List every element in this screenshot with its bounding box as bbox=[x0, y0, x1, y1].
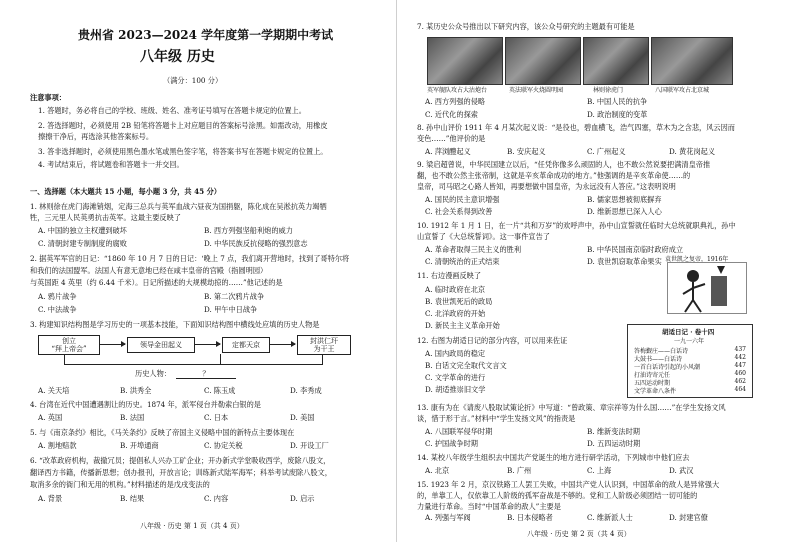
q13-option-c[interactable]: C. 护国战争时期 bbox=[425, 439, 478, 448]
q6-option-d[interactable]: D. 启示 bbox=[290, 494, 315, 503]
diary-title: 胡适日记 · 卷十四 bbox=[662, 328, 715, 336]
q12-option-d[interactable]: D. 胡适推崇旧文学 bbox=[425, 385, 486, 394]
q12-stem: 12. 右图为胡适日记的部分内容，可以用来佐证 bbox=[417, 336, 568, 345]
diary-row-label: 五四运动时期 bbox=[634, 380, 671, 387]
q15-option-b[interactable]: B. 日本侵略者 bbox=[507, 513, 553, 522]
q6-option-a[interactable]: A. 背景 bbox=[38, 494, 63, 503]
q14-option-b[interactable]: B. 广州 bbox=[507, 466, 532, 475]
q9-stem: 皇帝，司马昭之心路人皆知，再要想做中国皇帝，为永远没有人答应。”这表明说明 bbox=[417, 182, 676, 191]
chain-connector bbox=[64, 364, 323, 365]
q2-option-d[interactable]: D. 甲午中日战争 bbox=[204, 305, 258, 314]
q6-stem: 翻译西方书籍，传播新思想；创办报刊，开放言论；训练新式陆军海军；科举考试废除八股文， bbox=[30, 468, 332, 477]
note-4: 4. 考试结束后，将试题卷和答题卡一并交回。 bbox=[38, 160, 184, 169]
chain-answer-label: 历史人物： bbox=[135, 369, 171, 378]
q13-option-d[interactable]: D. 五四运动时期 bbox=[587, 439, 641, 448]
q6-option-b[interactable]: B. 结果 bbox=[120, 494, 145, 503]
q9-option-a[interactable]: A. 国民的民主意识增强 bbox=[425, 195, 500, 204]
q5-option-d[interactable]: D. 开设工厂 bbox=[290, 441, 329, 450]
cartoon-image bbox=[667, 262, 747, 314]
photo-caption-2: 英法联军火烧圆明园 bbox=[509, 87, 564, 94]
diary-row-page: 462 bbox=[734, 378, 746, 385]
page-footer: 八年级 · 历史 第 1 页（共 4 页） bbox=[140, 522, 244, 530]
diary-table bbox=[627, 324, 753, 398]
q14-option-a[interactable]: A. 北京 bbox=[425, 466, 450, 475]
q10-stem: 10. 1912 年 1 月 1 日，在一片“共和万岁”的欢呼声中，孙中山宣誓就任临时大总统就职典礼，孙中 bbox=[417, 221, 736, 230]
q5-option-c[interactable]: C. 协定关税 bbox=[204, 441, 243, 450]
chain-connector bbox=[220, 354, 221, 364]
q11-stem: 11. 右边漫画反映了 bbox=[417, 271, 482, 280]
q7-option-b[interactable]: B. 中国人民的抗争 bbox=[587, 97, 648, 106]
q8-option-c[interactable]: C. 广州起义 bbox=[587, 147, 626, 156]
q3-option-b[interactable]: B. 洪秀全 bbox=[120, 386, 152, 395]
q14-option-d[interactable]: D. 武汉 bbox=[669, 466, 694, 475]
q10-option-c[interactable]: C. 清朝统治的正式结束 bbox=[425, 257, 500, 266]
photo-caption-3: 林则徐虎门 bbox=[593, 87, 624, 94]
q2-stem: 与英国距 4 英里（约 6.44 千米）。日记所描述的大规模劫掠的……”他记述的是 bbox=[30, 278, 283, 287]
q3-option-c[interactable]: C. 陈玉成 bbox=[204, 386, 236, 395]
q8-stem: 8. 孙中山评价 1911 年 4 月某次起义说：“是役也，碧血横飞，浩气四塞，草木为之含悲，风云因而 bbox=[417, 123, 735, 132]
q4-option-a[interactable]: A. 英国 bbox=[38, 413, 63, 422]
q3-stem: 3. 构建知识结构图是学习历史的一项基本技能，下面知识结构图中横线处应填的历史人物是 bbox=[30, 320, 320, 329]
q5-option-b[interactable]: B. 开埠通商 bbox=[120, 441, 159, 450]
chain-box-1: 创立 “拜上帝会” bbox=[38, 335, 100, 355]
q9-stem: 9. 梁启超曾说，中华民国建立以后，“任凭你像多么顽固的人，也不敢公然说要把满清皇帝推 bbox=[417, 160, 711, 169]
q9-option-b[interactable]: B. 儒家思想被彻底摒弃 bbox=[587, 195, 662, 204]
diary-row-page: 442 bbox=[734, 354, 746, 361]
q9-option-d[interactable]: D. 维新思想已深入人心 bbox=[587, 207, 662, 216]
q4-option-b[interactable]: B. 法国 bbox=[120, 413, 145, 422]
exam-page-2 bbox=[397, 0, 794, 542]
q6-stem: 6. “改革政府机构，裁撤冗员；提倡私人兴办工矿企业；开办新式学堂吸收西学，废除八股文， bbox=[30, 456, 331, 465]
exam-title: 贵州省 2023—2024 学年度第一学期期中考试 bbox=[78, 28, 334, 42]
q1-stem: 牲，三元里人民英勇抗击英军。这最主要反映了 bbox=[30, 213, 181, 222]
q7-stem: 7. 某历史公众号推出以下研究内容，该公众号研究的主题最有可能是 bbox=[417, 22, 635, 31]
q15-option-c[interactable]: C. 维新派人士 bbox=[587, 513, 633, 522]
chain-answer-blank[interactable]: ？ bbox=[176, 369, 236, 379]
q5-stem: 5. 与《南京条约》相比，《马关条约》反映了帝国主义侵略中国的新特点主要体现在 bbox=[30, 428, 295, 437]
q15-stem: 的，单靠工人，仅依靠工人阶级的孤军奋战是不够的。党和工人阶级必须团结一切可能的 bbox=[417, 491, 698, 500]
q3-option-d[interactable]: D. 李秀成 bbox=[290, 386, 322, 395]
note-3: 3. 答非选择题时，必须使用黑色墨水笔或黑色签字笔，将答案书写在答题卡规定的位置上。 bbox=[38, 147, 328, 156]
q11-option-c[interactable]: C. 北洋政府的开始 bbox=[425, 309, 486, 318]
q1-option-b[interactable]: B. 西方列强坚船利炮的威力 bbox=[204, 226, 293, 235]
q1-option-a[interactable]: A. 中国的独立主权遭到破坏 bbox=[38, 226, 127, 235]
q8-option-b[interactable]: B. 安庆起义 bbox=[507, 147, 546, 156]
chain-arrow bbox=[269, 344, 295, 345]
q7-option-d[interactable]: D. 政治制度的变革 bbox=[587, 110, 648, 119]
photo-4 bbox=[651, 37, 733, 85]
diary-row-page: 437 bbox=[734, 346, 746, 353]
diary-row-label: 一首白话诗引起的小风潮 bbox=[634, 364, 701, 371]
q9-stem: 翻，也不敢公然主张帝制，这就是辛亥革命成功的地方。”他强调的是辛亥革命使……的 bbox=[417, 171, 691, 180]
photo-3 bbox=[583, 37, 649, 85]
q11-option-b[interactable]: B. 袁世凯死后的政局 bbox=[425, 297, 493, 306]
diary-row-label: 答梅觐庄——白话诗 bbox=[634, 348, 689, 355]
note-2: 2. 答选择题时，必须使用 2B 铅笔将答题卡上对应题目的答案标号涂黑。如需改动，用橡皮 bbox=[38, 121, 328, 130]
q10-option-d[interactable]: D. 袁世凯窃取革命果实 bbox=[587, 257, 662, 266]
diary-row-page: 460 bbox=[734, 370, 746, 377]
q7-option-a[interactable]: A. 西方列强的侵略 bbox=[425, 97, 486, 106]
q12-option-c[interactable]: C. 文学革命的进行 bbox=[425, 373, 486, 382]
diary-row-page: 447 bbox=[734, 362, 746, 369]
q14-option-c[interactable]: C. 上海 bbox=[587, 466, 612, 475]
q10-option-b[interactable]: B. 中华民国南京临时政府成立 bbox=[587, 245, 684, 254]
q13-stem: 13. 康有为在《请废八股取试策论折》中写道：“曾政策、章宗祥等为什么国……”在学生发扬文风 bbox=[417, 403, 726, 412]
q12-option-b[interactable]: B. 白话文完全取代文言文 bbox=[425, 361, 507, 370]
q5-option-a[interactable]: A. 割地赔款 bbox=[38, 441, 77, 450]
q4-option-d[interactable]: D. 美国 bbox=[290, 413, 315, 422]
cartoon-caption: 袁世凯之复帝，1916年 bbox=[665, 256, 729, 263]
q1-stem: 1. 林则徐在虎门海滩销烟，定海三总兵与英军血战六昼夜为国捐躯，陈化成在吴淞抗英力竭牺 bbox=[30, 202, 327, 211]
cartoon-figure-head-icon bbox=[687, 270, 699, 282]
page-footer: 八年级 · 历史 第 2 页（共 4 页） bbox=[527, 530, 631, 538]
q9-option-c[interactable]: C. 社会关系得到改善 bbox=[425, 207, 493, 216]
q2-option-b[interactable]: B. 第二次鸦片战争 bbox=[204, 292, 265, 301]
note-2b: 擦擦干净后，再选涂其他答案标号。 bbox=[38, 132, 154, 141]
q15-stem: 力量进行革命。当时“中国革命的敌人”主要是 bbox=[417, 502, 561, 511]
exam-subtitle: 八年级 历史 bbox=[140, 49, 215, 65]
photo-caption-1: 英军舰队攻占大沽炮台 bbox=[427, 87, 488, 94]
photo-2 bbox=[505, 37, 581, 85]
chain-connector bbox=[322, 354, 323, 364]
q10-stem: 山宣誓了《大总统誓词》。这一事件宣告了 bbox=[417, 232, 550, 241]
q15-option-d[interactable]: D. 封建官僚 bbox=[669, 513, 708, 522]
photo-1 bbox=[427, 37, 503, 85]
q2-stem: 和我们的法国盟军。法国人有意无意地已经在咸丰皇帝的宫殿（指圆明园） bbox=[30, 266, 268, 275]
note-1: 1. 答题时，务必将自己的学校、班级、姓名、准考证号填写在答题卡规定的位置上。 bbox=[38, 106, 306, 115]
q2-stem: 2. 据英军军官的日记：“1860 年 10 月 7 日的日记：‘晚上 7 点，我们离开营地时，找到了哥特尔将 bbox=[30, 254, 350, 263]
q11-option-d[interactable]: D. 新民主主义革命开始 bbox=[425, 321, 500, 330]
q6-stem: 取消多余的衙门和无用的机构。”材料描述的是戊戌变法的 bbox=[30, 480, 210, 489]
q1-option-d[interactable]: D. 中华民族反抗侵略的强烈意志 bbox=[204, 239, 308, 248]
q15-stem: 15. 1923 年 2 月，京汉铁路工人罢工失败，中国共产党人认识到，中国革命的敌人是异常强大 bbox=[417, 480, 720, 489]
q6-option-c[interactable]: C. 内容 bbox=[204, 494, 229, 503]
chain-box-2: 领导金田起义 bbox=[127, 337, 195, 353]
q8-option-d[interactable]: D. 黄花岗起义 bbox=[669, 147, 716, 156]
q11-option-a[interactable]: A. 临时政府在北京 bbox=[425, 285, 486, 294]
q1-option-c[interactable]: C. 清朝封建专制制度的腐败 bbox=[38, 239, 127, 248]
q13-option-a[interactable]: A. 八国联军侵华时期 bbox=[425, 427, 493, 436]
q8-option-a[interactable]: A. 萍浏醴起义 bbox=[425, 147, 471, 156]
q13-option-b[interactable]: B. 维新变法时期 bbox=[587, 427, 640, 436]
photo-caption-4: 八国联军攻占北京城 bbox=[655, 87, 710, 94]
q14-stem: 14. 某校八年级学生组织去中国共产党诞生的地方进行研学活动，下列城市中他们应去 bbox=[417, 453, 690, 462]
q8-stem: 变色……”他评价的是 bbox=[417, 134, 486, 143]
q2-option-a[interactable]: A. 鸦片战争 bbox=[38, 292, 77, 301]
chain-arrow bbox=[99, 344, 125, 345]
diary-row-page: 464 bbox=[734, 386, 746, 393]
q3-option-a[interactable]: A. 关天培 bbox=[38, 386, 70, 395]
chain-connector bbox=[64, 354, 65, 364]
diary-date: 一九一六年 bbox=[674, 338, 705, 345]
diary-row-label: 文学革命八条件 bbox=[634, 388, 677, 395]
score-note: （满分：100 分） bbox=[163, 76, 223, 85]
diary-row-label: 大鼓书——白话诗 bbox=[634, 356, 683, 363]
chain-box-4: 封洪仁玕 为干王 bbox=[297, 335, 351, 355]
q15-option-a[interactable]: A. 列强与军阀 bbox=[425, 513, 471, 522]
section-heading: 一、选择题（本大题共 15 小题，每小题 3 分，共 45 分） bbox=[30, 187, 221, 196]
q10-option-a[interactable]: A. 革命者取得三民主义的胜利 bbox=[425, 245, 522, 254]
q7-option-c[interactable]: C. 近代化的探索 bbox=[425, 110, 478, 119]
q4-stem: 4. 台湾在近代中国遭遇割让的历史。1874 年，派军侵台并勒索白银的是 bbox=[30, 400, 261, 409]
q4-option-c[interactable]: C. 日本 bbox=[204, 413, 229, 422]
chain-arrow bbox=[194, 344, 220, 345]
chain-box-3: 定都天京 bbox=[222, 337, 270, 353]
q12-option-a[interactable]: A. 国内政局的稳定 bbox=[425, 349, 486, 358]
cartoon-throne-icon bbox=[711, 276, 727, 306]
notes-heading: 注意事项： bbox=[30, 93, 66, 102]
q13-stem: 谈，惜于形于言。”材料中“学生发扬文风”的指责是 bbox=[417, 414, 576, 423]
diary-row-label: 打油诗寄元任 bbox=[634, 372, 671, 379]
q2-option-c[interactable]: C. 中法战争 bbox=[38, 305, 77, 314]
